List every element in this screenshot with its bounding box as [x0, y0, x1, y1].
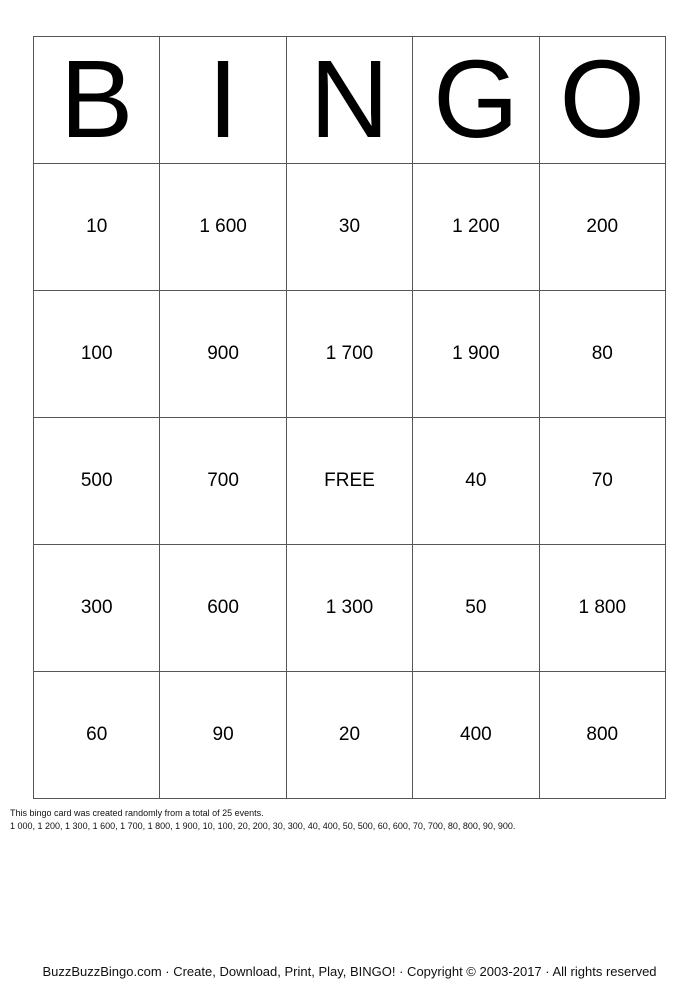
card-cell: 90 — [160, 672, 286, 799]
header-letter: G — [413, 37, 539, 164]
card-cell: 300 — [34, 545, 160, 672]
card-cell: 500 — [34, 418, 160, 545]
card-cell: 20 — [286, 672, 412, 799]
card-cell: 50 — [413, 545, 539, 672]
card-cell: 70 — [539, 418, 665, 545]
card-cell: 800 — [539, 672, 665, 799]
card-cell: 700 — [160, 418, 286, 545]
header-letter: I — [160, 37, 286, 164]
card-cell: 10 — [34, 164, 160, 291]
card-cell: 80 — [539, 291, 665, 418]
events-list: 1 000, 1 200, 1 300, 1 600, 1 700, 1 800, 1 900, 10, 100, 20, 200, 30, 300, 40, 400, 50, 500, 60, 600, 70, 700, 80, 800, 90, 900. — [10, 821, 516, 831]
header-letter: O — [539, 37, 665, 164]
header-letter: B — [34, 37, 160, 164]
header-row — [34, 37, 666, 164]
card-cell: 1 600 — [160, 164, 286, 291]
card-row — [34, 164, 666, 291]
card-cell: 60 — [34, 672, 160, 799]
card-note: This bingo card was created randomly from a total of 25 events. — [10, 808, 264, 818]
card-row — [34, 672, 666, 799]
card-row — [34, 291, 666, 418]
footer: BuzzBuzzBingo.com · Create, Download, Print, Play, BINGO! · Copyright © 2003-2017 · All rights reserved — [42, 964, 657, 979]
card-cell: 1 700 — [286, 291, 412, 418]
card-cell: 900 — [160, 291, 286, 418]
card-cell: 100 — [34, 291, 160, 418]
card-cell: 200 — [539, 164, 665, 291]
card-cell: 1 900 — [413, 291, 539, 418]
card-row — [34, 545, 666, 672]
card-cell: 1 300 — [286, 545, 412, 672]
bingo-card — [33, 36, 666, 799]
card-cell: 1 200 — [413, 164, 539, 291]
card-cell: 600 — [160, 545, 286, 672]
free-cell: FREE — [286, 418, 412, 545]
card-cell: 1 800 — [539, 545, 665, 672]
card-cell: 30 — [286, 164, 412, 291]
card-row — [34, 418, 666, 545]
card-cell: 40 — [413, 418, 539, 545]
header-letter: N — [286, 37, 412, 164]
card-cell: 400 — [413, 672, 539, 799]
